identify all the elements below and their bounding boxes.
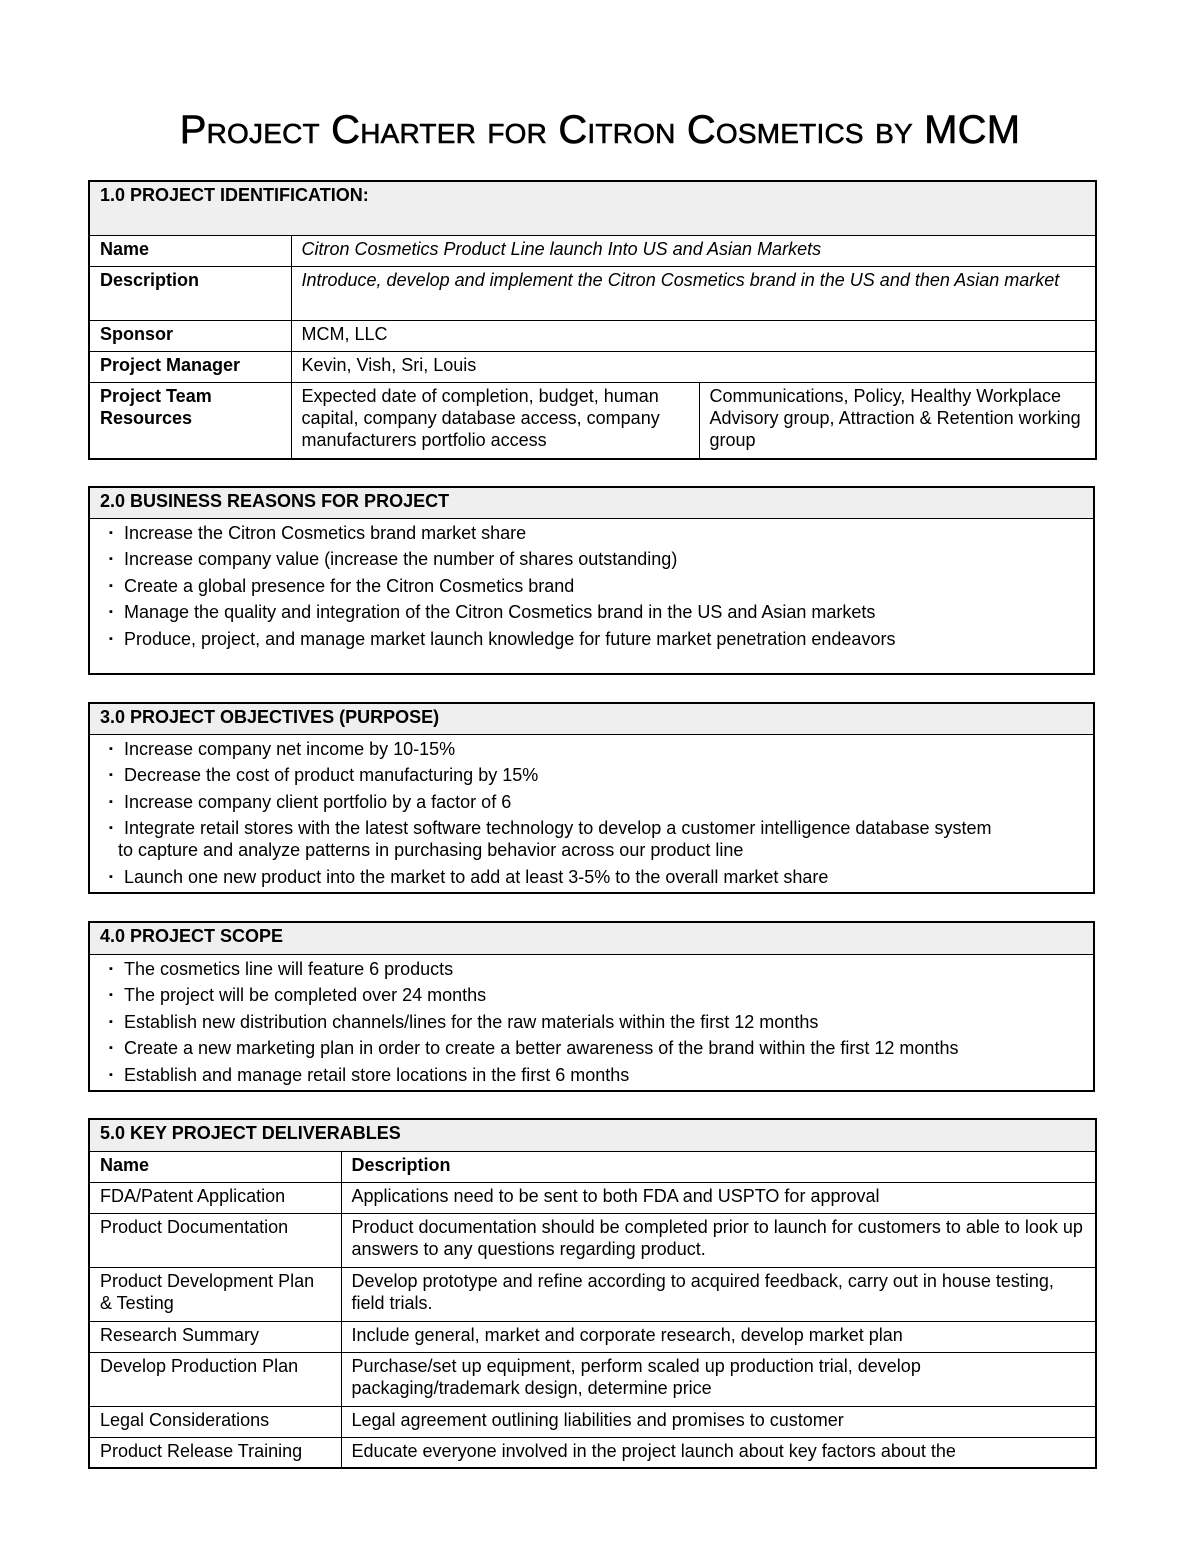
deliverable-description: Educate everyone involved in the project launch about key factors about the [341,1437,1096,1468]
bullet-list [90,738,1083,893]
row-value: Introduce, develop and implement the Citron Cosmetics brand in the US and then Asian market [291,266,1096,320]
section-heading: 4.0 PROJECT SCOPE [89,922,1094,954]
row-label: Project Team Resources [89,382,291,459]
list-item: ▪ Decrease the cost of product manufacturing by 15% [90,764,1083,791]
project-objectives-table [88,702,1095,894]
list-item: ▪ Increase company value (increase the number of shares outstanding) [90,548,1083,575]
list-item: ▪ Establish and manage retail store locations in the first 6 months [90,1064,1083,1091]
list-item-continuation: to capture and analyze patterns in purchasing behavior across our product line [118,840,744,861]
row-value: Kevin, Vish, Sri, Louis [291,351,1096,382]
list-item: ▪ Increase company client portfolio by a factor of 6 [90,791,1083,818]
deliverable-name: Research Summary [89,1321,341,1352]
deliverable-name: Develop Production Plan [89,1352,341,1406]
row-label: Project Manager [89,351,291,382]
section-heading: 2.0 BUSINESS REASONS FOR PROJECT [89,487,1094,518]
deliverable-name: Product Development Plan & Testing [89,1267,341,1321]
business-reasons-table [88,486,1095,675]
list-item [90,817,1083,866]
deliverable-description: Include general, market and corporate research, develop market plan [341,1321,1096,1352]
key-deliverables-table [88,1118,1097,1469]
row-label: Sponsor [89,320,291,351]
section-heading: 1.0 PROJECT IDENTIFICATION: [89,181,1096,235]
list-item: ▪ The project will be completed over 24 months [90,984,1083,1011]
team-resources-col1: Expected date of completion, budget, human capital, company database access, company manufacturers portfolio access [291,382,699,459]
column-header-name: Name [89,1151,341,1182]
project-identification-table [88,180,1097,460]
list-item: ▪ Produce, project, and manage market launch knowledge for future market penetration endeavors [90,628,1083,655]
team-resources-col2: Communications, Policy, Healthy Workplace Advisory group, Attraction & Retention working group [699,382,1096,459]
list-item-text: Integrate retail stores with the latest software technology to develop a customer intelligence database system [124,818,992,839]
section-heading: 5.0 KEY PROJECT DELIVERABLES [89,1119,1096,1151]
bullet-list [90,958,1083,1091]
list-item: ▪ Create a new marketing plan in order to create a better awareness of the brand within the first 12 months [90,1037,1083,1064]
row-label: Description [89,266,291,320]
column-header-description: Description [341,1151,1096,1182]
deliverable-description: Develop prototype and refine according to acquired feedback, carry out in house testing, field trials. [341,1267,1096,1321]
deliverable-description: Purchase/set up equipment, perform scaled up production trial, develop packaging/trademark design, determine price [341,1352,1096,1406]
deliverable-description: Legal agreement outlining liabilities and promises to customer [341,1406,1096,1437]
list-item: ▪ Increase the Citron Cosmetics brand market share [90,522,1083,549]
list-item: ▪ Manage the quality and integration of the Citron Cosmetics brand in the US and Asian markets [90,601,1083,628]
page-title: Project Charter for Citron Cosmetics by MCM [179,108,1021,152]
list-item: ▪ Establish new distribution channels/lines for the raw materials within the first 12 months [90,1011,1083,1038]
project-scope-table [88,921,1095,1092]
deliverable-description: Product documentation should be completed prior to launch for customers to able to look up answers to any questions regarding product. [341,1213,1096,1267]
row-label: Name [89,235,291,266]
deliverable-name: Legal Considerations [89,1406,341,1437]
deliverable-name: Product Documentation [89,1213,341,1267]
deliverable-description: Applications need to be sent to both FDA and USPTO for approval [341,1182,1096,1213]
deliverable-name: FDA/Patent Application [89,1182,341,1213]
list-item: ▪ Increase company net income by 10-15% [90,738,1083,765]
bullet-list [90,522,1083,655]
section-heading: 3.0 PROJECT OBJECTIVES (PURPOSE) [89,703,1094,734]
list-item: ▪ Create a global presence for the Citron Cosmetics brand [90,575,1083,602]
list-item: ▪ The cosmetics line will feature 6 products [90,958,1083,985]
row-value: Citron Cosmetics Product Line launch Into US and Asian Markets [291,235,1096,266]
row-value: MCM, LLC [291,320,1096,351]
list-item: ▪ Launch one new product into the market to add at least 3-5% to the overall market share [90,866,1083,893]
deliverable-name: Product Release Training [89,1437,341,1468]
